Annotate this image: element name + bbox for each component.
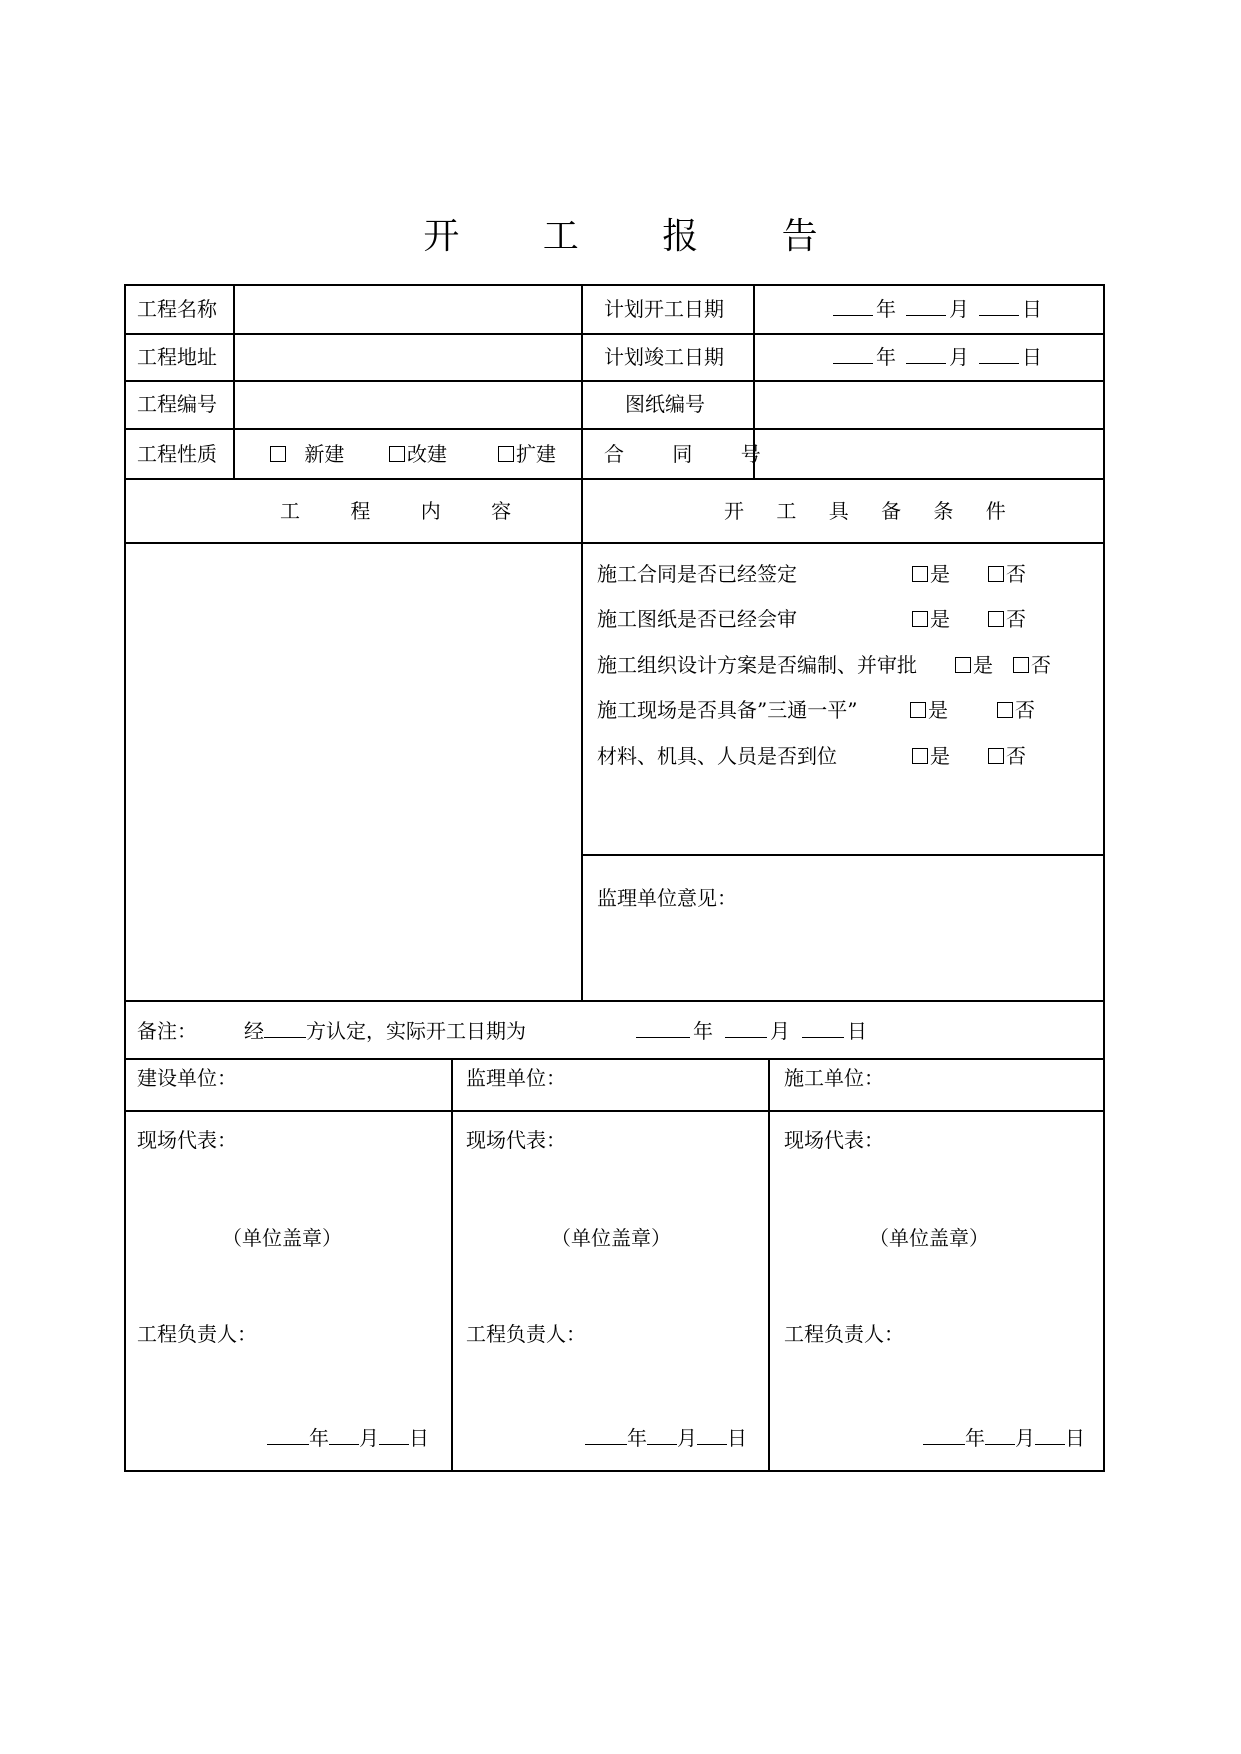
responsible-label: 工程负责人： — [466, 1322, 586, 1346]
year-label: 年 — [876, 345, 896, 369]
checkbox-icon[interactable] — [955, 657, 971, 673]
condition-item — [597, 560, 797, 588]
col-divider — [233, 284, 235, 478]
no-label: 否 — [1006, 607, 1026, 631]
remark-text[interactable] — [244, 1017, 526, 1045]
month-blank[interactable] — [647, 1424, 677, 1445]
option-label: 改建 — [407, 442, 447, 466]
label-planned-finish: 计划竣工日期 — [604, 345, 724, 369]
unit-supervision: 监理单位： — [466, 1066, 566, 1090]
condition-no[interactable] — [1013, 651, 1051, 679]
condition-item — [597, 605, 797, 633]
checkbox-icon[interactable] — [1013, 657, 1029, 673]
condition-item — [597, 696, 857, 724]
day-label: 日 — [409, 1426, 429, 1450]
table-border-right — [1103, 284, 1105, 1471]
site-rep-label: 现场代表： — [466, 1128, 566, 1152]
responsible-label: 工程负责人： — [137, 1322, 257, 1346]
header-project-content: 工 程 内 容 — [280, 499, 534, 523]
remark-middle: 方认定，实际开工日期为 — [306, 1019, 526, 1043]
checkbox-icon[interactable] — [988, 566, 1004, 582]
year-blank[interactable] — [833, 343, 873, 364]
checkbox-icon[interactable] — [912, 566, 928, 582]
actual-start-date[interactable] — [636, 1017, 867, 1045]
yes-label: 是 — [973, 653, 993, 677]
col-divider — [581, 284, 583, 1000]
supervision-opinion-label: 监理单位意见： — [597, 886, 737, 910]
year-blank[interactable] — [833, 295, 873, 316]
yes-label: 是 — [928, 698, 948, 722]
day-blank[interactable] — [1035, 1424, 1065, 1445]
month-label: 月 — [949, 345, 969, 369]
checkbox-icon[interactable] — [389, 446, 405, 462]
planned-start-date[interactable] — [833, 295, 1042, 323]
day-label: 日 — [1022, 297, 1042, 321]
checkbox-icon[interactable] — [912, 611, 928, 627]
row-divider — [124, 1110, 1104, 1112]
yes-label: 是 — [930, 744, 950, 768]
month-label: 月 — [677, 1426, 697, 1450]
condition-label: 施工现场是否具备”三通一平” — [597, 698, 858, 722]
day-blank[interactable] — [379, 1424, 409, 1445]
day-label: 日 — [1022, 345, 1042, 369]
year-label: 年 — [693, 1019, 713, 1043]
label-project-nature: 工程性质 — [137, 442, 217, 466]
row-divider — [124, 542, 1104, 544]
day-label: 日 — [727, 1426, 747, 1450]
remark-prefix: 经 — [244, 1019, 264, 1043]
condition-no[interactable] — [988, 560, 1026, 588]
no-label: 否 — [1006, 744, 1026, 768]
condition-label: 材料、机具、人员是否到位 — [597, 744, 837, 768]
sign-date[interactable] — [585, 1424, 747, 1452]
condition-label: 施工合同是否已经签定 — [597, 562, 797, 586]
condition-yes[interactable] — [912, 560, 950, 588]
checkbox-icon[interactable] — [270, 446, 286, 462]
month-blank[interactable] — [906, 295, 946, 316]
month-blank[interactable] — [906, 343, 946, 364]
condition-yes[interactable] — [912, 742, 950, 770]
option-expand[interactable] — [498, 440, 556, 468]
row-divider — [124, 1000, 1104, 1002]
day-label: 日 — [847, 1019, 867, 1043]
label-contract-number: 合 同 号 — [604, 442, 782, 466]
year-label: 年 — [965, 1426, 985, 1450]
day-blank[interactable] — [697, 1424, 727, 1445]
condition-no[interactable] — [988, 605, 1026, 633]
month-label: 月 — [359, 1426, 379, 1450]
page-title: 开 工 报 告 — [423, 216, 854, 257]
responsible-label: 工程负责人： — [784, 1322, 904, 1346]
month-blank[interactable] — [985, 1424, 1015, 1445]
year-blank[interactable] — [585, 1424, 627, 1445]
no-label: 否 — [1015, 698, 1035, 722]
condition-yes[interactable] — [955, 651, 993, 679]
remark-label: 备注： — [137, 1019, 197, 1043]
unit-construction: 建设单位： — [137, 1066, 237, 1090]
row-divider — [124, 478, 1104, 480]
checkbox-icon[interactable] — [988, 611, 1004, 627]
option-new[interactable] — [270, 440, 344, 468]
header-start-conditions: 开 工 具 备 条 件 — [724, 499, 1019, 523]
day-blank[interactable] — [979, 295, 1019, 316]
table-border-top — [124, 284, 1104, 286]
condition-item — [597, 742, 837, 770]
site-rep-label: 现场代表： — [784, 1128, 884, 1152]
sign-date[interactable] — [267, 1424, 429, 1452]
year-blank[interactable] — [636, 1017, 690, 1038]
row-divider — [124, 428, 1104, 430]
checkbox-icon[interactable] — [910, 702, 926, 718]
label-drawing-number: 图纸编号 — [625, 392, 705, 416]
month-label: 月 — [1015, 1426, 1035, 1450]
party-blank[interactable] — [264, 1017, 306, 1038]
day-blank[interactable] — [802, 1017, 844, 1038]
checkbox-icon[interactable] — [912, 748, 928, 764]
option-label: 扩建 — [516, 442, 556, 466]
checkbox-icon[interactable] — [997, 702, 1013, 718]
option-rebuild[interactable] — [389, 440, 447, 468]
planned-finish-date[interactable] — [833, 343, 1042, 371]
option-label: 新建 — [304, 442, 345, 466]
table-border-left — [124, 284, 126, 1471]
month-blank[interactable] — [725, 1017, 767, 1038]
unit-contractor: 施工单位： — [784, 1066, 884, 1090]
row-divider — [581, 854, 1104, 856]
checkbox-icon[interactable] — [498, 446, 514, 462]
condition-no[interactable] — [988, 742, 1026, 770]
label-project-address: 工程地址 — [137, 345, 217, 369]
col-divider — [451, 1058, 453, 1471]
no-label: 否 — [1006, 562, 1026, 586]
checkbox-icon[interactable] — [988, 748, 1004, 764]
label-planned-start: 计划开工日期 — [604, 297, 724, 321]
label-project-name: 工程名称 — [137, 297, 217, 321]
label-project-number: 工程编号 — [137, 392, 217, 416]
no-label: 否 — [1031, 653, 1051, 677]
row-divider — [124, 333, 1104, 335]
row-divider — [124, 1058, 1104, 1060]
stamp-label: （单位盖章） — [222, 1226, 342, 1250]
stamp-label: （单位盖章） — [869, 1226, 989, 1250]
month-blank[interactable] — [329, 1424, 359, 1445]
month-label: 月 — [770, 1019, 790, 1043]
year-blank[interactable] — [923, 1424, 965, 1445]
condition-no[interactable] — [997, 696, 1035, 724]
stamp-label: （单位盖章） — [551, 1226, 671, 1250]
row-divider — [124, 380, 1104, 382]
condition-label: 施工图纸是否已经会审 — [597, 607, 797, 631]
condition-label: 施工组织设计方案是否编制、并审批 — [597, 653, 917, 677]
col-divider — [768, 1058, 770, 1471]
year-label: 年 — [876, 297, 896, 321]
day-label: 日 — [1065, 1426, 1085, 1450]
year-label: 年 — [627, 1426, 647, 1450]
yes-label: 是 — [930, 607, 950, 631]
condition-yes[interactable] — [910, 696, 948, 724]
condition-yes[interactable] — [912, 605, 950, 633]
sign-date[interactable] — [923, 1424, 1085, 1452]
yes-label: 是 — [930, 562, 950, 586]
site-rep-label: 现场代表： — [137, 1128, 237, 1152]
day-blank[interactable] — [979, 343, 1019, 364]
condition-item — [597, 651, 917, 679]
table-border-bottom — [124, 1470, 1105, 1472]
month-label: 月 — [949, 297, 969, 321]
year-label: 年 — [309, 1426, 329, 1450]
year-blank[interactable] — [267, 1424, 309, 1445]
